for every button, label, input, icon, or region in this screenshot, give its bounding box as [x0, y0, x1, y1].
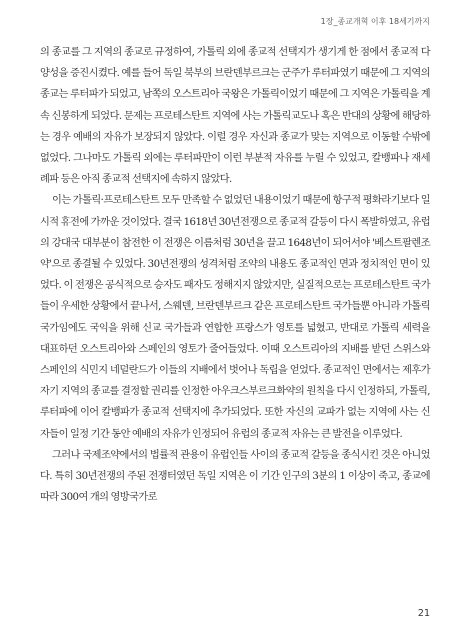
paragraph-1: 의 종교를 그 지역의 종교로 규정하여, 가톨릭 외에 종교적 선택지가 생기게 한 점에서 종교적 다양성을 증진시켰다. 예를 들어 독일 북부의 브란덴부르크는 군주가 루터파였기 때문에 그 지역의 종교는 루터파가 되었고, 남쪽의 오스트리아 국왕은 가톨릭이었기 때문에 그 지역은 가톨릭을 계속 신봉하게 되었다. 문제는 프로테스탄트 지역에 사는 가톨릭교도나 혹은 반대의 상황에 해당하는 경우 예배의 자유가 보장되지 않았다. 이럴 경우 자신과 종교가 맞는 지역으로 이동할 수밖에 없었다. 그나마도 가톨릭 외에는 루터파만이 이런 부분적 자유를 누릴 수 있었고, 칼뱅파나 재세례파 등은 아직 종교적 선택지에 속하지 않았다. [40, 47, 430, 186]
paragraph-3: 그러나 국제조약에서의 법률적 관용이 유럽인들 사이의 종교적 갈등을 종식시킨 것은 아니었다. 특히 30년전쟁의 주된 전쟁터였던 독일 지역은 이 기간 인구의 3분의 1 이상이 죽고, 종교에 따라 300여 개의 영방국가로 [40, 449, 430, 504]
paragraph-2: 이는 가톨릭·프로테스탄트 모두 만족할 수 없었던 내용이었기 때문에 항구적 평화라기보다 일시적 휴전에 가까운 것이었다. 결국 1618년 30년전쟁으로 종교적 갈등이 다시 폭발하였고, 유럽의 강대국 대부분이 참전한 이 전쟁은 이름처럼 30년을 끌고 1648년이 되어서야 '베스트팔렌조약'으로 종결될 수 있었다. 30년전쟁의 성격처럼 조약의 내용도 종교적인 면과 정치적인 면이 있었다. 이 전쟁은 공식적으로 승자도 패자도 정해지지 않았지만, 실질적으로는 프로테스탄트 국가들이 우세한 상황에서 끝나서, 스웨덴, 브란덴부르크 같은 프로테스탄트 국가들뿐 아니라 가톨릭 국가임에도 국익을 위해 신교 국가들과 연합한 프랑스가 영토를 넓혔고, 반대로 가톨릭 세력을 대표하던 오스트리아와 스페인의 영토가 줄어들었다. 이때 오스트리아의 지배를 받던 스위스와 스페인의 식민지 네덜란드가 이들의 지배에서 벗어나 독립을 얻었다. 종교적인 면에서는 제후가 자기 지역의 종교를 결정할 권리를 인정한 아우크스부르크화약의 원칙을 다시 인정하되, 가톨릭, 루터파에 이어 칼뱅파가 종교적 선택지에 추가되었다. 또한 자신의 교파가 없는 지역에 사는 신자들이 일정 기간 동안 예배의 자유가 인정되어 유럽의 종교적 자유는 큰 발전을 이루었다. [40, 195, 430, 440]
page-number: 21 [417, 608, 430, 619]
body-text [40, 42, 430, 508]
running-header: 1장_종교개혁 이후 18세기까지 [320, 17, 430, 26]
